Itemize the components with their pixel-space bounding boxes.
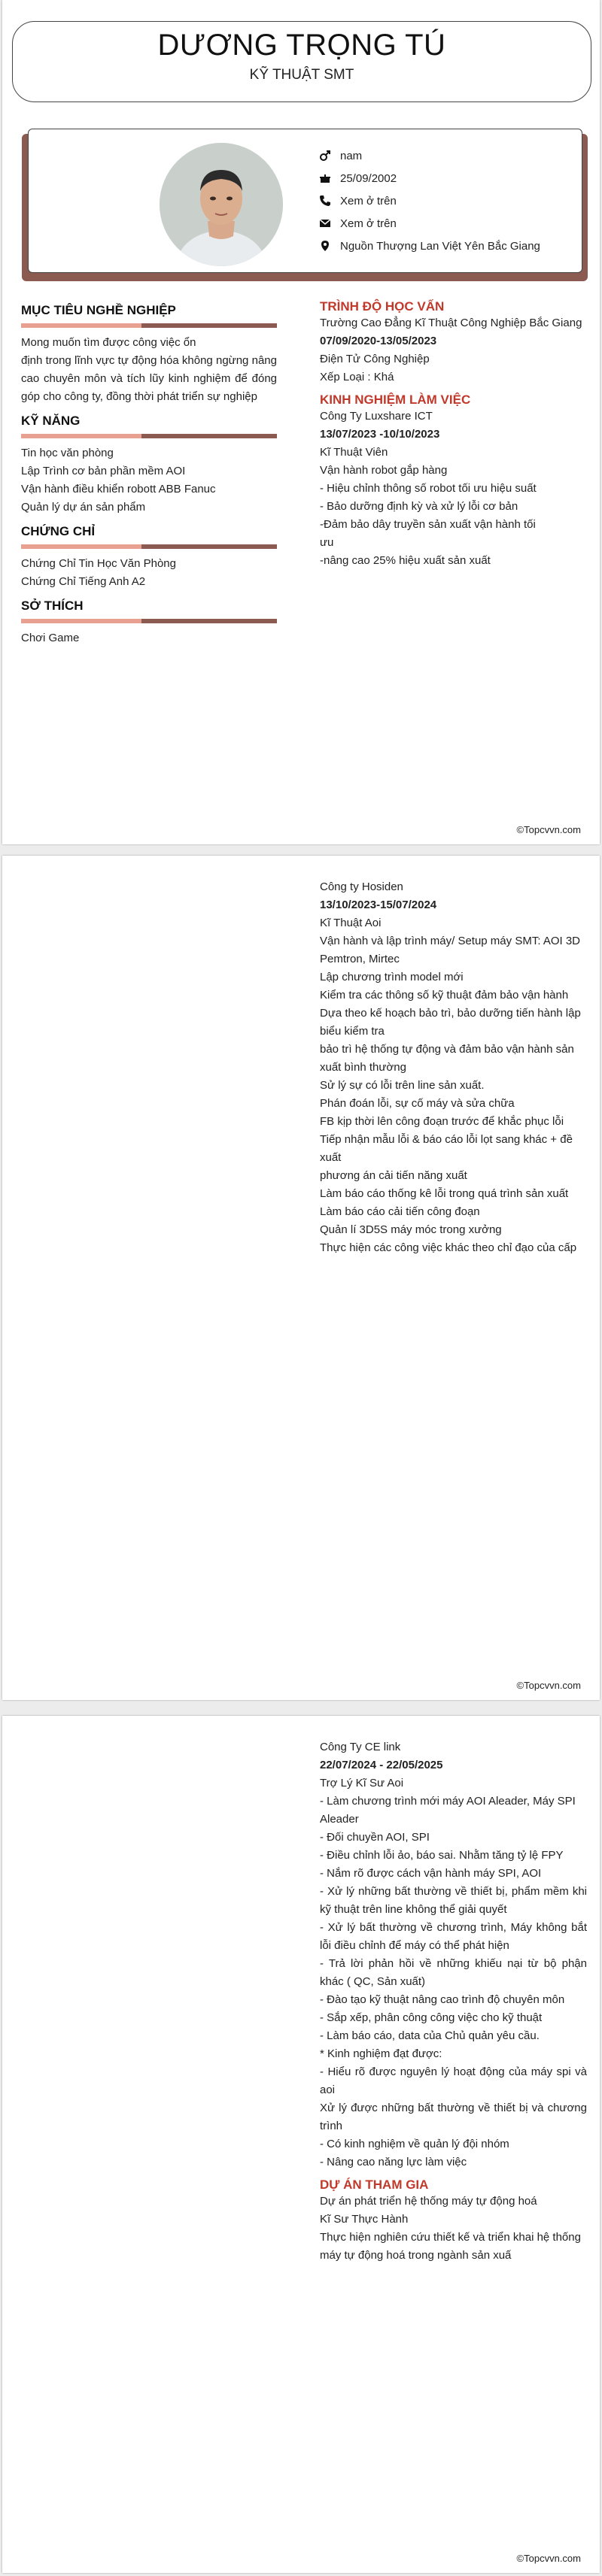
job-detail: bảo trì hệ thống tự động và đảm bảo vận hành sản [320,1043,574,1056]
job-detail: phương án cải tiến năng xuất [320,1169,467,1182]
address-row [318,235,540,257]
job-detail: Thực hiện các công việc khác theo chỉ đạo của cấp [320,1241,577,1254]
certificates-section [21,524,277,591]
section-divider [21,619,277,623]
job-detail: Quản lí 3D5S máy móc trong xưởng [320,1223,502,1236]
job-detail: - Xử lý những bất thường về thiết bị, phẩm mềm khi kỹ thuật trên line không thể giải quyết [320,1885,587,1916]
cv-page-1 [2,0,600,844]
email-value: Xem ở trên [340,217,397,230]
hobbies-section [21,599,277,647]
candidate-job-title: KỸ THUẬT SMT [249,67,354,83]
job-detail: Xử lý được những bất thường về thiết bị và chương trình [320,2102,587,2132]
job-detail: -Đảm bảo dây truyền sản xuất vận hành tối ưu [320,518,536,549]
job-detail: - Trả lời phản hồi về những khiếu nại từ bộ phận khác ( QC, Sản xuất) [320,1957,587,1988]
job-detail: - Làm chương trình mới máy AOI Aleader, Máy SPI Aleader [320,1795,576,1826]
phone-row [318,189,540,212]
job-detail: - Bảo dưỡng định kỳ và xử lý lỗi cơ bản [320,500,518,513]
section-divider [21,544,277,549]
job-detail: - Hiểu rõ được nguyên lý hoạt động của máy spi và aoi [320,2065,587,2096]
experience-title: KINH NGHIỆM LÀM VIỆC [320,392,471,407]
objective-title: MỤC TIÊU NGHỀ NGHIỆP [21,303,176,317]
projects-title: DỰ ÁN THAM GIA [320,2177,429,2192]
job-detail: - Đào tạo kỹ thuật nâng cao trình độ chuyên môn [320,1993,565,2006]
objective-text: định trong lĩnh vực tự động hóa không ngừng nâng cao chuyên môn và tích lũy kinh nghiệm để đóng góp cho công ty, đồng thời phát triển sự nghiệp [21,354,277,403]
hobby-item: Chơi Game [21,632,80,644]
experience-job-celink [320,1738,587,2265]
job-detail: Lập chương trình model mới [320,971,464,983]
footer-watermark: ©Topcvvn.com [516,824,581,835]
experience-section [320,392,587,570]
job-detail: - Điều chỉnh lỗi ảo, báo sai. Nhằm tăng tỷ lệ FPY [320,1849,564,1862]
envelope-icon [318,217,332,230]
job-company: Công Ty Luxshare ICT [320,410,433,423]
gender-row [318,144,540,167]
objective-section [21,303,277,406]
job-detail: Kiểm tra các thông số kỹ thuật đảm bảo vận hành [320,989,569,1002]
certificate-item: Chứng Chỉ Tiếng Anh A2 [21,575,146,588]
job-detail: - Sắp xếp, phân công công việc cho kỹ thuật [320,2011,543,2024]
experience-job-hosiden [320,878,587,1257]
project-line: Kĩ Sư Thực Hành [320,2213,409,2226]
job-detail: Làm báo cáo cải tiến công đoạn [320,1205,480,1218]
footer-watermark: ©Topcvvn.com [516,2553,581,2564]
job-company: Công Ty CE link [320,1741,401,1753]
skill-item: Lập Trình cơ bản phần mềm AOI [21,465,186,477]
certificates-title: CHỨNG CHỈ [21,524,96,538]
job-detail: Pemtron, Mirtec [320,953,400,965]
job-detail: - Có kinh nghiệm về quản lý đội nhóm [320,2138,509,2150]
cv-page-2 [2,856,600,1700]
skills-title: KỸ NĂNG [21,414,81,428]
email-row [318,212,540,235]
cv-page-3 [2,1716,600,2573]
job-period: 22/07/2024 - 22/05/2025 [320,1759,443,1771]
job-detail: Làm báo cáo thống kê lỗi trong quá trình sản xuất [320,1187,569,1200]
job-detail: Kĩ Thuật Aoi [320,917,382,929]
job-company: Công ty Hosiden [320,880,403,893]
name-header-box [12,21,591,102]
gender-icon [318,149,332,162]
job-detail: biểu kiểm tra [320,1025,385,1038]
job-detail: Phán đoán lỗi, sự cố máy và sửa chữa [320,1097,515,1110]
education-section [320,299,587,386]
job-detail: Sử lý sự có lỗi trên line sản xuất. [320,1079,485,1092]
job-detail: Vận hành và lập trình máy/ Setup máy SMT: AOI 3D [320,935,581,947]
job-period: 13/07/2023 -10/10/2023 [320,428,440,441]
birthday-row [318,167,540,189]
section-divider [21,434,277,438]
job-detail: FB kịp thời lên công đoạn trước để khắc phục lỗi [320,1115,564,1128]
skill-item: Vận hành điều khiển robott ABB Fanuc [21,483,216,496]
job-detail: Trợ Lý Kĩ Sư Aoi [320,1777,404,1790]
candidate-name: DƯƠNG TRỌNG TÚ [157,29,446,62]
right-column [320,299,587,570]
job-detail: xuất bình thường [320,1061,406,1074]
job-detail: - Đối chuyền AOI, SPI [320,1831,430,1844]
job-detail: Tiếp nhận mẫu lỗi & báo cáo lỗi lọt sang khác + đề xuất [320,1133,573,1164]
job-detail: Vận hành robot gắp hàng [320,464,448,477]
project-line: Thực hiện nghiên cứu thiết kế và triển khai hệ thống [320,2231,581,2244]
education-period: 07/09/2020-13/05/2023 [320,335,437,347]
skills-section [21,414,277,517]
info-list [318,144,540,257]
left-column [21,303,277,647]
skill-item: Tin học văn phòng [21,447,114,459]
job-detail: - Xử lý bất thường về chương trình, Máy không bắt lỗi điều chỉnh để máy có thể phát hiện [320,1921,587,1952]
education-grade: Xếp Loại : Khá [320,371,394,383]
skill-item: Quản lý dự án sản phẩm [21,501,146,514]
avatar [160,143,283,266]
education-school: Trường Cao Đẳng Kĩ Thuật Công Nghiệp Bắc Giang [320,317,582,329]
location-pin-icon [318,239,332,253]
birthday-value: 25/09/2002 [340,171,397,185]
objective-line-1: Mong muốn tìm được công việc ổn [21,336,196,349]
project-line: máy tự động hoá trong ngành sản xuấ [320,2249,512,2262]
job-period: 13/10/2023-15/07/2024 [320,899,437,911]
hobbies-title: SỞ THÍCH [21,599,84,613]
job-detail: - Làm báo cáo, data của Chủ quản yêu cầu. [320,2029,540,2042]
birthday-cake-icon [318,171,332,185]
footer-watermark: ©Topcvvn.com [516,1680,581,1691]
phone-icon [318,194,332,208]
job-detail: -nâng cao 25% hiệu xuất sản xuất [320,554,491,567]
education-major: Điện Tử Công Nghiệp [320,353,430,365]
job-detail: - Nâng cao năng lực làm việc [320,2156,467,2168]
section-divider [21,323,277,328]
job-detail: Dựa theo kế hoạch bảo trì, bảo dưỡng tiến hành lập [320,1007,581,1020]
job-detail: * Kinh nghiệm đạt được: [320,2047,442,2060]
job-detail: Kĩ Thuật Viên [320,446,388,459]
project-line: Dự án phát triển hệ thống máy tự động hoá [320,2195,537,2208]
job-detail: - Hiệu chỉnh thông số robot tối ưu hiệu suất [320,482,537,495]
job-detail: - Nắm rõ được cách vận hành máy SPI, AOI [320,1867,542,1880]
personal-info-card [28,129,582,273]
education-title: TRÌNH ĐỘ HỌC VẤN [320,299,445,314]
gender-value: nam [340,149,363,162]
address-value: Nguồn Thượng Lan Việt Yên Bắc Giang [340,239,540,253]
projects-section [320,2177,587,2265]
phone-value: Xem ở trên [340,194,397,208]
certificate-item: Chứng Chỉ Tin Học Văn Phòng [21,557,176,570]
